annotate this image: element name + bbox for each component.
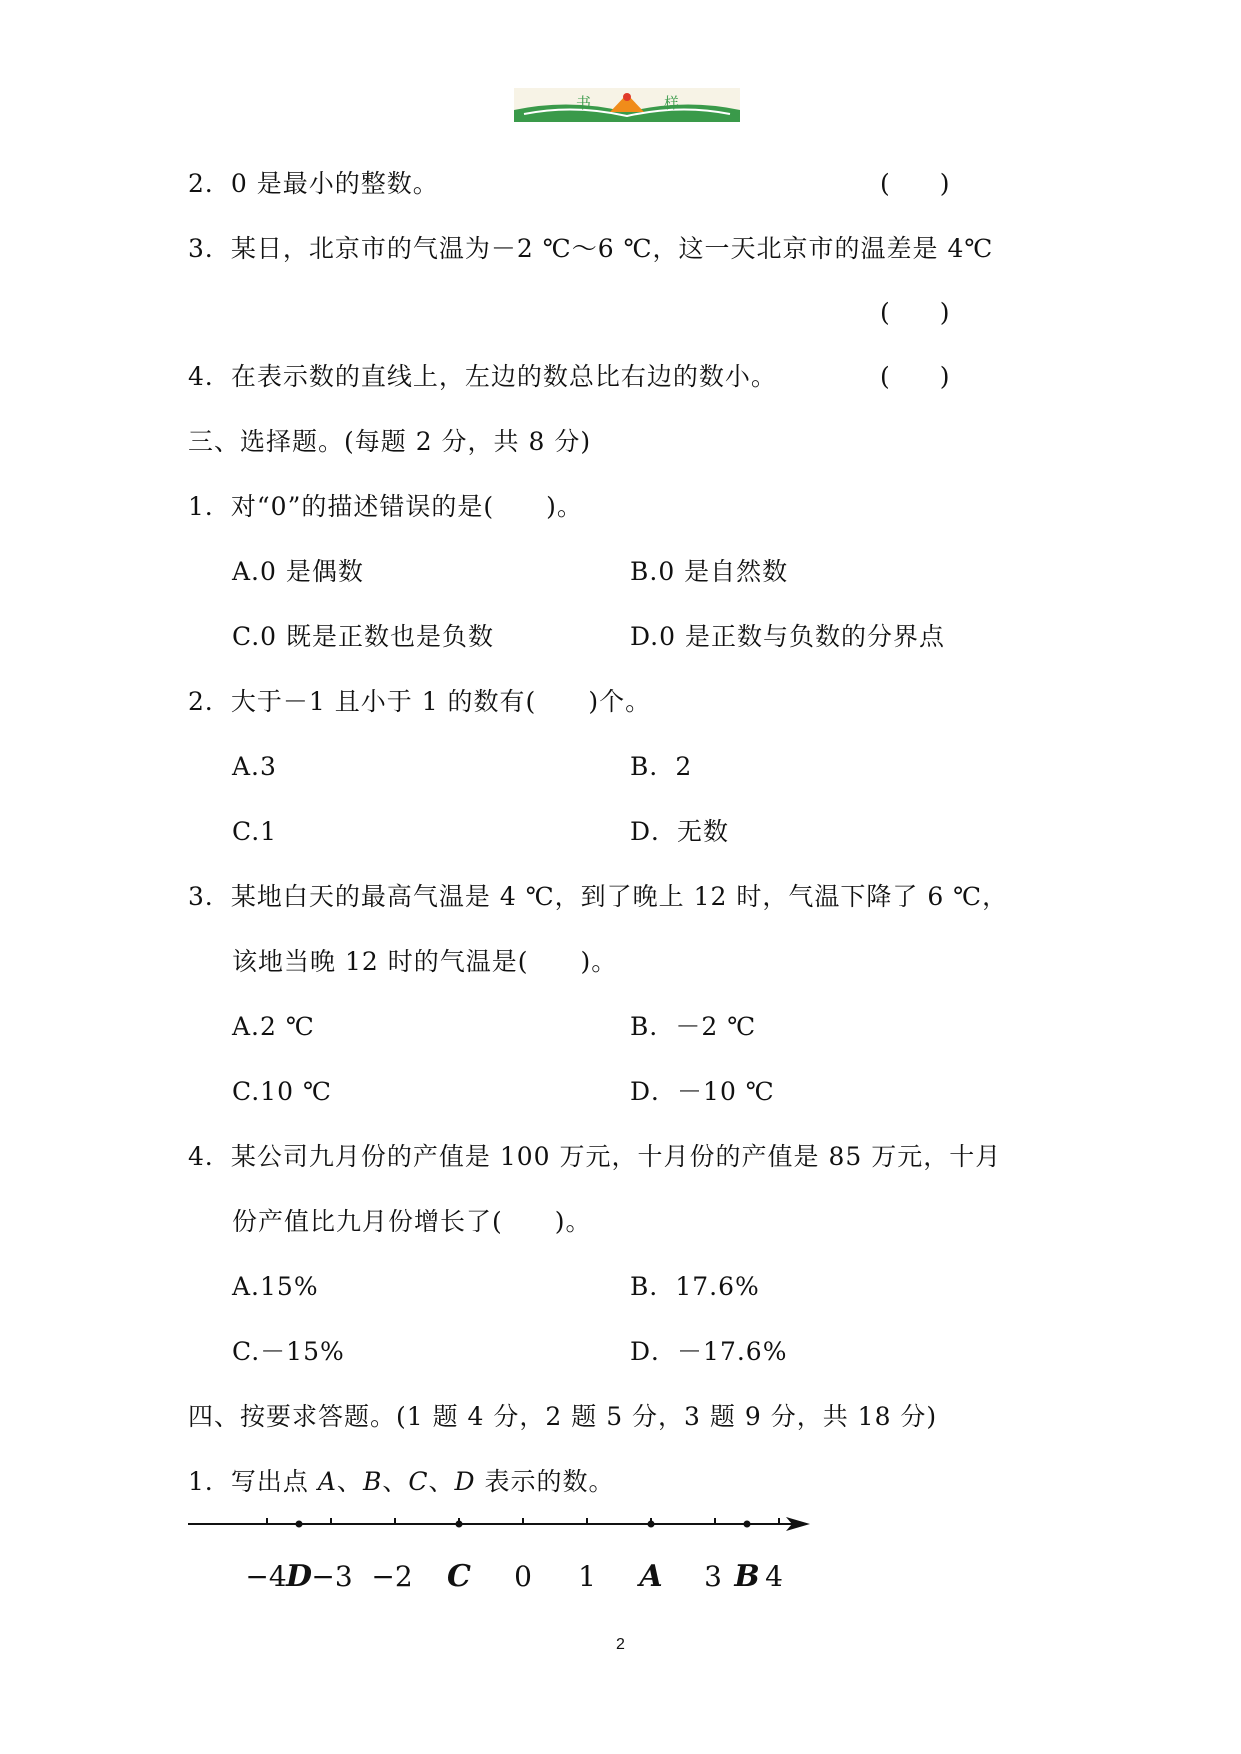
question-text-continued: 该地当晚 12 时的气温是( )。 [232,947,618,976]
question-number: 1． [188,492,231,521]
option-a[interactable]: A.15% [232,1272,319,1301]
question-text-continued: 份产值比九月份增长了( )。 [232,1207,592,1236]
question-number: 3． [188,882,231,911]
option-c[interactable]: C.1 [232,817,278,846]
answer-blank[interactable]: ( ) [880,169,950,198]
option-b[interactable]: B．17.6% [630,1272,760,1301]
question-number: 3． [188,234,231,263]
section-title: 三、选择题。(每题 2 分，共 8 分) [188,427,592,456]
point-a-dot [648,1521,655,1528]
question-text: 某日，北京市的气温为－2 ℃～6 ℃，这一天北京市的温差是 4℃ [230,234,994,263]
point-b-label: B [734,1559,760,1594]
section-title: 四、按要求答题。(1 题 4 分，2 题 5 分，3 题 9 分，共 18 分) [188,1402,938,1431]
tick-label: 0 [514,1560,532,1593]
option-d[interactable]: D．－10 ℃ [630,1077,775,1106]
option-c[interactable]: C.0 既是正数也是负数 [232,622,495,651]
question-text: 对“0”的描述错误的是( )。 [230,492,583,521]
option-c[interactable]: C.－15% [232,1337,345,1366]
answer-blank[interactable]: ( ) [880,298,950,327]
tick-label: −4 [245,1560,287,1593]
question-number: 2． [188,169,231,198]
question-number: 1． [188,1467,231,1496]
point-letter: D [454,1467,476,1496]
tick-label: −2 [371,1560,413,1593]
point-b-dot [744,1521,751,1528]
question-text: 在表示数的直线上，左边的数总比右边的数小。 [230,362,777,391]
point-d-label: D [285,1559,313,1594]
question-text: 某地白天的最高气温是 4 ℃，到了晚上 12 时，气温下降了 6 ℃， [230,882,1009,911]
answer-q1 [188,1466,614,1498]
option-b[interactable]: B．－2 ℃ [630,1012,757,1041]
point-c-dot [456,1521,463,1528]
choice-q1 [188,491,583,523]
point-d-dot [296,1521,303,1528]
option-d[interactable]: D．－17.6% [630,1337,788,1366]
judge-q2 [188,168,439,200]
number-line [186,1510,826,1600]
separator: 、 [336,1467,363,1496]
tick-label: 4 [765,1560,783,1593]
question-text: 大于－1 且小于 1 的数有( )个。 [230,687,652,716]
choice-q2 [188,686,651,718]
question-number: 4． [188,1142,231,1171]
question-text: 表示的数。 [475,1467,615,1496]
point-letter: B [362,1467,383,1496]
judge-q4 [188,361,777,393]
point-letter: A [317,1467,337,1496]
question-text: 0 是最小的整数。 [230,169,439,198]
question-text: 写出点 [230,1467,318,1496]
answer-blank[interactable]: ( ) [880,362,950,391]
page-number: 2 [616,1636,625,1653]
point-letter: C [408,1467,429,1496]
tick-label: 3 [704,1560,722,1593]
tick-label: −3 [311,1560,353,1593]
option-a[interactable]: A.3 [232,752,277,781]
option-d[interactable]: D.0 是正数与负数的分界点 [630,622,945,651]
option-b[interactable]: B.0 是自然数 [630,557,789,586]
question-number: 4． [188,362,231,391]
option-b[interactable]: B．2 [630,752,693,781]
option-d[interactable]: D．无数 [630,817,730,846]
point-c-label: C [447,1559,471,1594]
judge-q3 [188,233,993,265]
choice-q4 [188,1141,1001,1173]
svg-text:书: 书 [576,94,592,112]
separator: 、 [382,1467,409,1496]
svg-text:样: 样 [664,94,680,112]
question-number: 2． [188,687,231,716]
separator: 、 [428,1467,455,1496]
option-a[interactable]: A.2 ℃ [232,1012,315,1041]
choice-q3 [188,881,1008,913]
publisher-logo [514,88,740,122]
option-c[interactable]: C.10 ℃ [232,1077,332,1106]
question-text: 某公司九月份的产值是 100 万元，十月份的产值是 85 万元，十月 [230,1142,1002,1171]
tick-label: 1 [578,1560,596,1593]
option-a[interactable]: A.0 是偶数 [232,557,364,586]
point-a-label: A [639,1559,663,1594]
